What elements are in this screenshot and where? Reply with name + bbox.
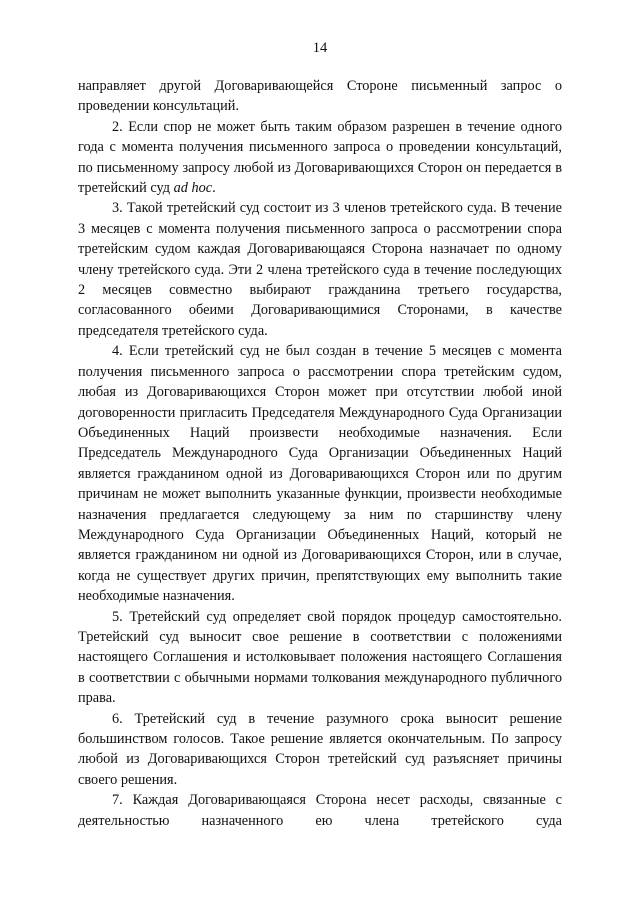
paragraph-3: 3. Такой третейский суд состоит из 3 членов третейского суда. В течение 3 месяцев с момента получения письменного запроса о рассмотрении спора третейским судом каждая Договаривающаяся Сторона назначает по одному члену третейского суда. Эти 2 члена третейского суда в течение последующих 2 месяцев совместно выбирают гражданина третьего государства, согласованного обеими Договаривающимися Сторонами, в качестве председателя третейского суда. xyxy=(78,200,562,339)
paragraph-2 xyxy=(78,117,562,199)
document-page xyxy=(78,38,562,831)
paragraph-6: 6. Третейский суд в течение разумного срока выносит решение большинством голосов. Такое решение является окончательным. По запросу любой из Договаривающихся Сторон третейский суд разъясняет причины своего решения. xyxy=(78,710,562,788)
paragraph-1: направляет другой Договаривающейся Стороне письменный запрос о проведении консультаций. xyxy=(78,78,562,115)
paragraph-2-end: . xyxy=(212,180,216,197)
paragraph-5: 5. Третейский суд определяет свой порядок процедур самостоятельно. Третейский суд выносит свое решение в соответствии с положениями настоящего Соглашения и истолковывает положения настоящего Соглашения в соответствии с обычными нормами толкования международного публичного права. xyxy=(78,608,562,707)
paragraph-7: 7. Каждая Договаривающаяся Сторона несет расходы, связанные с деятельностью назначенного ею члена третейского суда xyxy=(78,792,562,829)
page-number: 14 xyxy=(312,40,328,56)
paragraph-2-text: 2. Если спор не может быть таким образом разрешен в течение одного года с момента получения письменного запроса о проведении консультаций, по письменному запросу любой из Договаривающихся Сторон он передается в третейский суд xyxy=(78,118,562,197)
paragraph-4: 4. Если третейский суд не был создан в течение 5 месяцев с момента получения письменного запроса о рассмотрении спора третейским судом, любая из Договаривающихся Сторон может при отсутствии любой иной договоренности пригласить Председателя Международного Суда Организации Объединенных Наций произвести необходимые назначения. Если Председатель Международного Суда Организации Объединенных Наций является гражданином одной из Договаривающихся Сторон или по другим причинам не может выполнить указанные функции, произвести необходимые назначения предлагается следующему за ним по старшинству члену Международного Суда Организации Объединенных Наций, который не является гражданином ни одной из Договаривающихся Сторон, или в случае, когда не существует других причин, препятствующих ему выполнить такие необходимые назначения. xyxy=(78,343,562,605)
paragraph-2-italic: ad hoc xyxy=(173,180,213,197)
